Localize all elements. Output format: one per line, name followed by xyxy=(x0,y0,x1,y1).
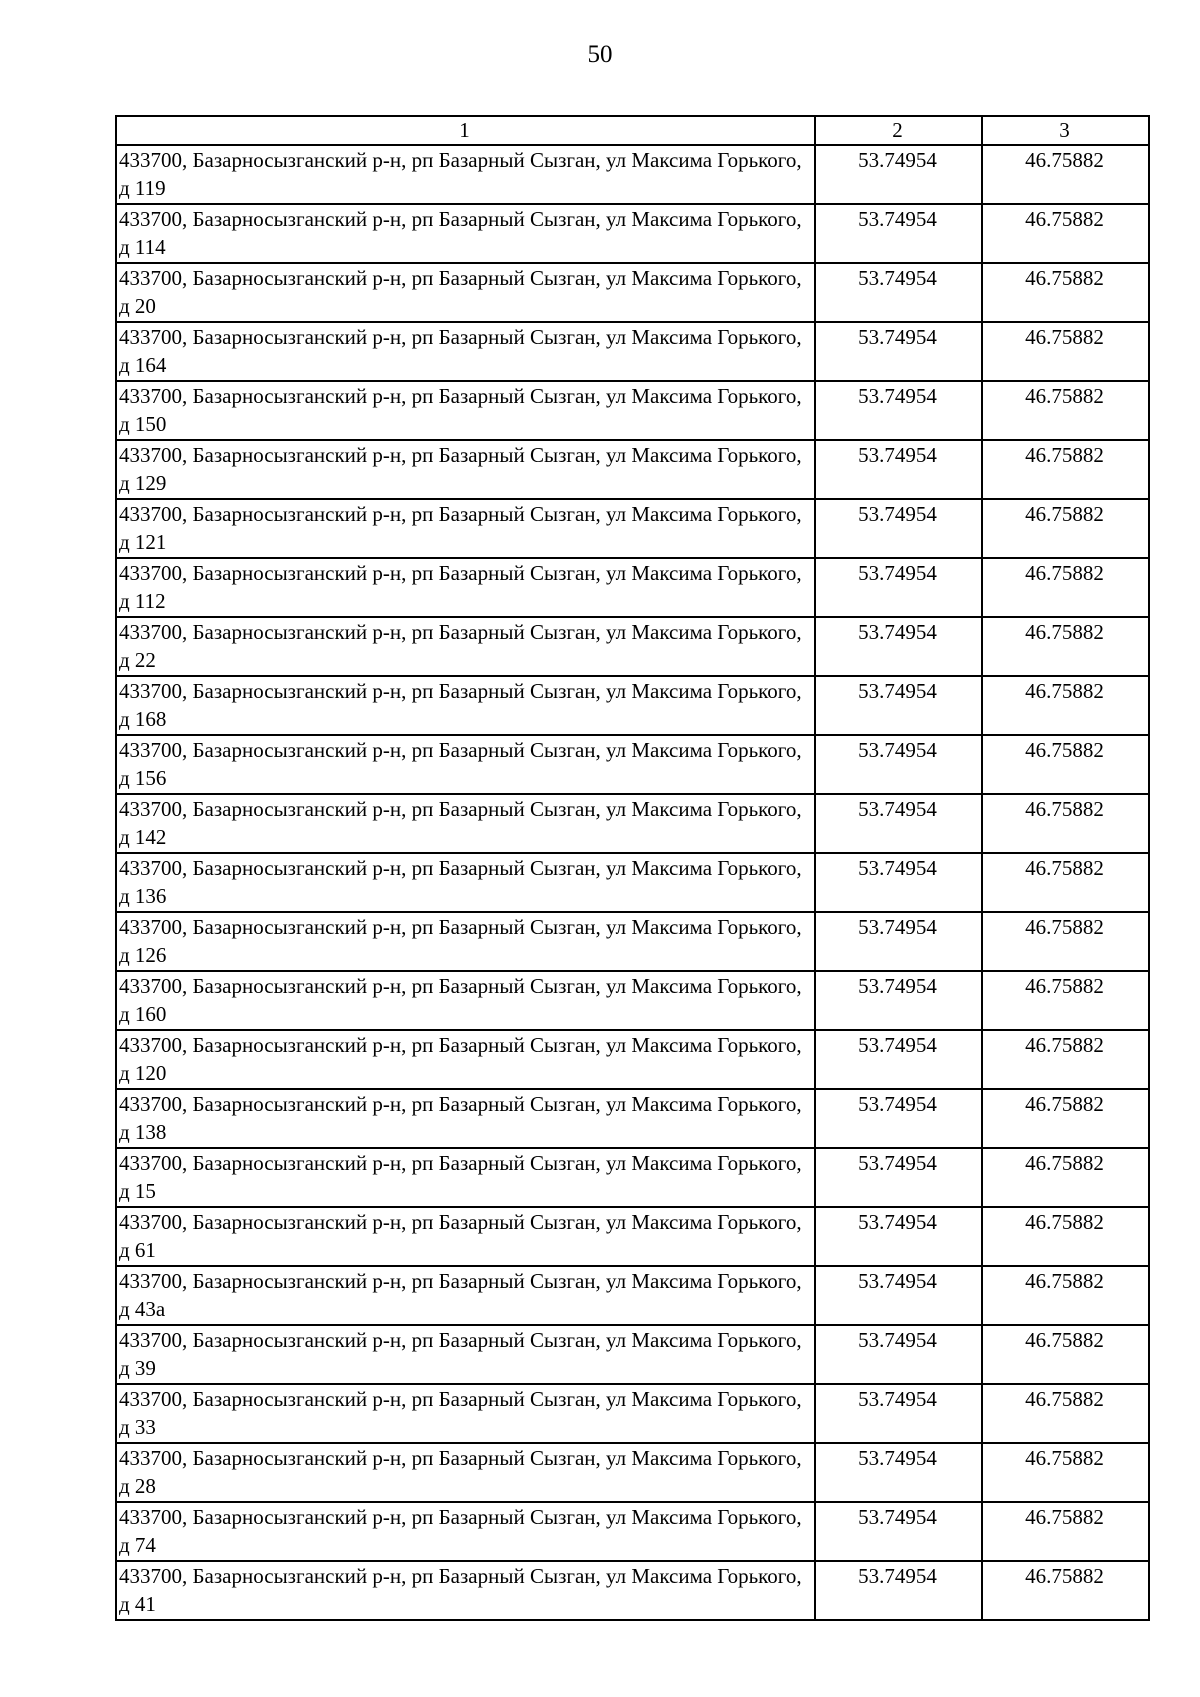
address-cell: 433700, Базарносызганский р-н, рп Базарный Сызган, ул Максима Горького, д 129 xyxy=(116,440,815,499)
address-cell: 433700, Базарносызганский р-н, рп Базарный Сызган, ул Максима Горького, д 168 xyxy=(116,676,815,735)
longitude-cell: 46.75882 xyxy=(982,322,1149,381)
table-row xyxy=(116,735,1149,794)
column-header-1: 1 xyxy=(116,116,815,145)
latitude-cell: 53.74954 xyxy=(815,322,982,381)
longitude-cell: 46.75882 xyxy=(982,1325,1149,1384)
address-coordinates-table xyxy=(115,115,1150,1621)
latitude-cell: 53.74954 xyxy=(815,440,982,499)
longitude-cell: 46.75882 xyxy=(982,145,1149,204)
longitude-cell: 46.75882 xyxy=(982,1384,1149,1443)
table-row xyxy=(116,1561,1149,1620)
latitude-cell: 53.74954 xyxy=(815,971,982,1030)
table-row xyxy=(116,1502,1149,1561)
table-row xyxy=(116,322,1149,381)
latitude-cell: 53.74954 xyxy=(815,1384,982,1443)
longitude-cell: 46.75882 xyxy=(982,204,1149,263)
latitude-cell: 53.74954 xyxy=(815,263,982,322)
latitude-cell: 53.74954 xyxy=(815,1443,982,1502)
latitude-cell: 53.74954 xyxy=(815,617,982,676)
address-cell: 433700, Базарносызганский р-н, рп Базарный Сызган, ул Максима Горького, д 136 xyxy=(116,853,815,912)
latitude-cell: 53.74954 xyxy=(815,1561,982,1620)
address-cell: 433700, Базарносызганский р-н, рп Базарный Сызган, ул Максима Горького, д 74 xyxy=(116,1502,815,1561)
longitude-cell: 46.75882 xyxy=(982,1148,1149,1207)
longitude-cell: 46.75882 xyxy=(982,1502,1149,1561)
address-cell: 433700, Базарносызганский р-н, рп Базарный Сызган, ул Максима Горького, д 41 xyxy=(116,1561,815,1620)
latitude-cell: 53.74954 xyxy=(815,499,982,558)
latitude-cell: 53.74954 xyxy=(815,1266,982,1325)
table-row xyxy=(116,1266,1149,1325)
longitude-cell: 46.75882 xyxy=(982,617,1149,676)
table-row xyxy=(116,912,1149,971)
address-cell: 433700, Базарносызганский р-н, рп Базарный Сызган, ул Максима Горького, д 20 xyxy=(116,263,815,322)
address-cell: 433700, Базарносызганский р-н, рп Базарный Сызган, ул Максима Горького, д 15 xyxy=(116,1148,815,1207)
longitude-cell: 46.75882 xyxy=(982,853,1149,912)
table-row xyxy=(116,617,1149,676)
table-body xyxy=(116,145,1149,1620)
table-row xyxy=(116,145,1149,204)
address-cell: 433700, Базарносызганский р-н, рп Базарный Сызган, ул Максима Горького, д 119 xyxy=(116,145,815,204)
address-cell: 433700, Базарносызганский р-н, рп Базарный Сызган, ул Максима Горького, д 33 xyxy=(116,1384,815,1443)
table-row xyxy=(116,440,1149,499)
table-row xyxy=(116,1325,1149,1384)
table-row xyxy=(116,676,1149,735)
latitude-cell: 53.74954 xyxy=(815,735,982,794)
table-row xyxy=(116,853,1149,912)
table-row xyxy=(116,1384,1149,1443)
address-cell: 433700, Базарносызганский р-н, рп Базарный Сызган, ул Максима Горького, д 39 xyxy=(116,1325,815,1384)
longitude-cell: 46.75882 xyxy=(982,794,1149,853)
table-row xyxy=(116,971,1149,1030)
table-row xyxy=(116,1030,1149,1089)
longitude-cell: 46.75882 xyxy=(982,1561,1149,1620)
longitude-cell: 46.75882 xyxy=(982,499,1149,558)
latitude-cell: 53.74954 xyxy=(815,1030,982,1089)
latitude-cell: 53.74954 xyxy=(815,1207,982,1266)
latitude-cell: 53.74954 xyxy=(815,1089,982,1148)
header-row xyxy=(116,116,1149,145)
table-row xyxy=(116,499,1149,558)
longitude-cell: 46.75882 xyxy=(982,1207,1149,1266)
address-cell: 433700, Базарносызганский р-н, рп Базарный Сызган, ул Максима Горького, д 114 xyxy=(116,204,815,263)
longitude-cell: 46.75882 xyxy=(982,1266,1149,1325)
longitude-cell: 46.75882 xyxy=(982,912,1149,971)
address-cell: 433700, Базарносызганский р-н, рп Базарный Сызган, ул Максима Горького, д 142 xyxy=(116,794,815,853)
table-row xyxy=(116,794,1149,853)
longitude-cell: 46.75882 xyxy=(982,558,1149,617)
longitude-cell: 46.75882 xyxy=(982,1443,1149,1502)
latitude-cell: 53.74954 xyxy=(815,794,982,853)
latitude-cell: 53.74954 xyxy=(815,676,982,735)
address-cell: 433700, Базарносызганский р-н, рп Базарный Сызган, ул Максима Горького, д 120 xyxy=(116,1030,815,1089)
address-cell: 433700, Базарносызганский р-н, рп Базарный Сызган, ул Максима Горького, д 28 xyxy=(116,1443,815,1502)
latitude-cell: 53.74954 xyxy=(815,145,982,204)
longitude-cell: 46.75882 xyxy=(982,1030,1149,1089)
latitude-cell: 53.74954 xyxy=(815,558,982,617)
table-row xyxy=(116,204,1149,263)
latitude-cell: 53.74954 xyxy=(815,853,982,912)
address-cell: 433700, Базарносызганский р-н, рп Базарный Сызган, ул Максима Горького, д 121 xyxy=(116,499,815,558)
latitude-cell: 53.74954 xyxy=(815,381,982,440)
address-cell: 433700, Базарносызганский р-н, рп Базарный Сызган, ул Максима Горького, д 43а xyxy=(116,1266,815,1325)
longitude-cell: 46.75882 xyxy=(982,676,1149,735)
address-cell: 433700, Базарносызганский р-н, рп Базарный Сызган, ул Максима Горького, д 164 xyxy=(116,322,815,381)
table-row xyxy=(116,1089,1149,1148)
address-cell: 433700, Базарносызганский р-н, рп Базарный Сызган, ул Максима Горького, д 112 xyxy=(116,558,815,617)
latitude-cell: 53.74954 xyxy=(815,204,982,263)
table-row xyxy=(116,381,1149,440)
table-row xyxy=(116,263,1149,322)
table-row xyxy=(116,1207,1149,1266)
table-header xyxy=(116,116,1149,145)
page-number: 50 xyxy=(587,41,613,68)
longitude-cell: 46.75882 xyxy=(982,735,1149,794)
column-header-3: 3 xyxy=(982,116,1149,145)
address-cell: 433700, Базарносызганский р-н, рп Базарный Сызган, ул Максима Горького, д 150 xyxy=(116,381,815,440)
longitude-cell: 46.75882 xyxy=(982,1089,1149,1148)
address-cell: 433700, Базарносызганский р-н, рп Базарный Сызган, ул Максима Горького, д 160 xyxy=(116,971,815,1030)
table-row xyxy=(116,1148,1149,1207)
latitude-cell: 53.74954 xyxy=(815,1325,982,1384)
latitude-cell: 53.74954 xyxy=(815,912,982,971)
table-row xyxy=(116,558,1149,617)
longitude-cell: 46.75882 xyxy=(982,440,1149,499)
column-header-2: 2 xyxy=(815,116,982,145)
address-cell: 433700, Базарносызганский р-н, рп Базарный Сызган, ул Максима Горького, д 61 xyxy=(116,1207,815,1266)
address-cell: 433700, Базарносызганский р-н, рп Базарный Сызган, ул Максима Горького, д 138 xyxy=(116,1089,815,1148)
address-cell: 433700, Базарносызганский р-н, рп Базарный Сызган, ул Максима Горького, д 156 xyxy=(116,735,815,794)
address-cell: 433700, Базарносызганский р-н, рп Базарный Сызган, ул Максима Горького, д 126 xyxy=(116,912,815,971)
address-cell: 433700, Базарносызганский р-н, рп Базарный Сызган, ул Максима Горького, д 22 xyxy=(116,617,815,676)
longitude-cell: 46.75882 xyxy=(982,971,1149,1030)
latitude-cell: 53.74954 xyxy=(815,1148,982,1207)
longitude-cell: 46.75882 xyxy=(982,263,1149,322)
latitude-cell: 53.74954 xyxy=(815,1502,982,1561)
table-row xyxy=(116,1443,1149,1502)
longitude-cell: 46.75882 xyxy=(982,381,1149,440)
